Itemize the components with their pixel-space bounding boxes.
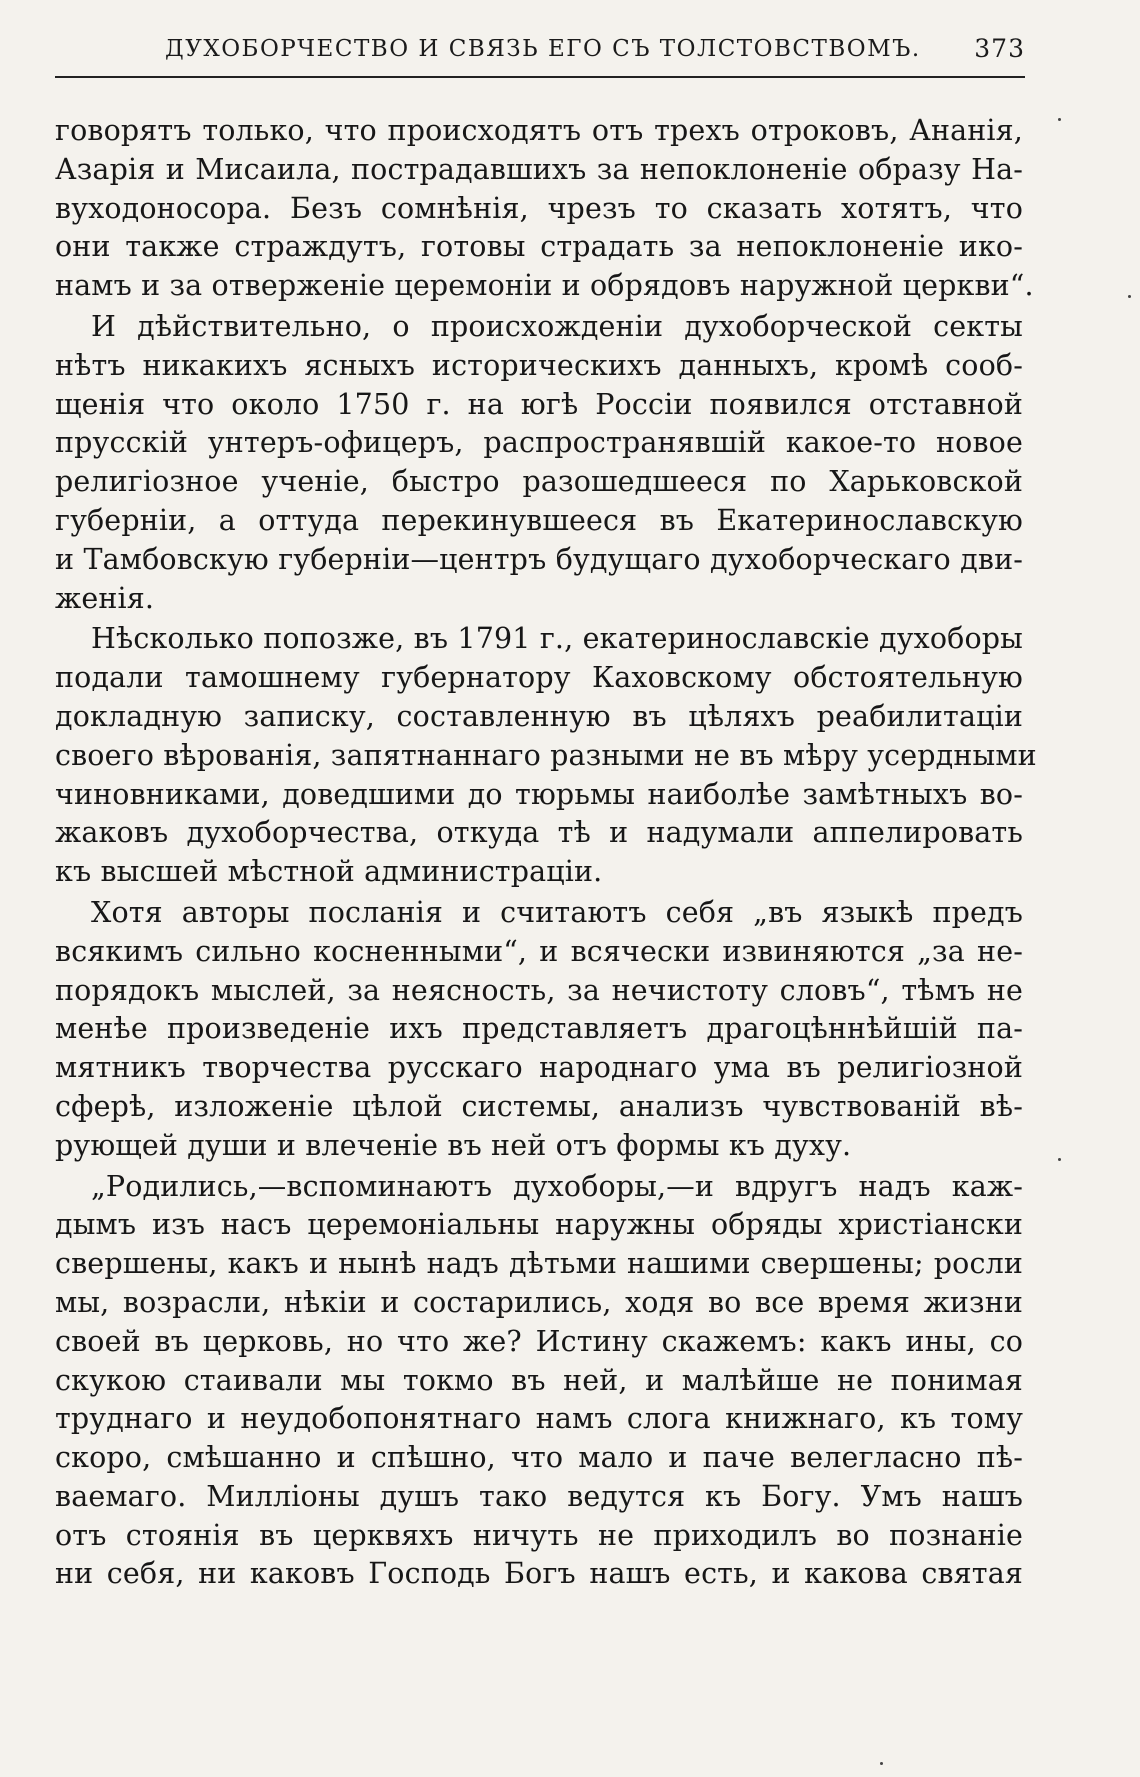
text-line: нѣтъ никакихъ ясныхъ историческихъ данныхъ, кромѣ сооб- [55, 348, 1023, 382]
text-line: отъ стоянія въ церквяхъ ничуть не приходилъ во познаніе [55, 1518, 1023, 1552]
text-line: скукою стаивали мы токмо въ ней, и малѣйше не понимая [55, 1363, 1023, 1397]
text-line: Хотя авторы посланія и считаютъ себя „въ языкѣ предъ [91, 895, 1023, 929]
text-line: менѣе произведеніе ихъ представляетъ драгоцѣннѣйшій па- [55, 1012, 1023, 1046]
running-title: ДУХОБОРЧЕСТВО И СВЯЗЬ ЕГО СЪ ТОЛСТОВСТВОМЪ. [165, 36, 921, 62]
text-line: Нѣсколько попозже, въ 1791 г., екатеринославскіе духоборы [91, 622, 1023, 656]
text-line: и Тамбовскую губерніи—центръ будущаго духоборческаго дви- [55, 542, 1023, 576]
text-line: порядокъ мыслей, за неясность, за нечистоту словъ“, тѣмъ не [55, 973, 1023, 1007]
text-line: своего вѣрованія, запятнаннаго разными не въ мѣру усердными [55, 738, 1037, 772]
text-line: къ высшей мѣстной администраціи. [55, 855, 603, 889]
print-speck [880, 1762, 883, 1765]
text-line: женія. [55, 581, 155, 615]
paragraph-2 [55, 308, 1023, 618]
text-line: жаковъ духоборчества, откуда тѣ и надумали аппелировать [55, 816, 1023, 850]
text-line: чиновниками, доведшими до тюрьмы наиболѣе замѣтныхъ во- [55, 777, 1023, 811]
text-line: ваемаго. Милліоны душъ тако ведутся къ Богу. Умъ нашъ [55, 1479, 1023, 1513]
paragraph-3 [55, 620, 1037, 892]
text-line: „Родились,—вспоминаютъ духоборы,—и вдругъ надъ каж- [91, 1169, 1023, 1203]
text-line: свершены, какъ и нынѣ надъ дѣтьми нашими свершены; росли [55, 1247, 1023, 1281]
text-line: мы, возрасли, нѣкіи и состарились, ходя во все время жизни [55, 1285, 1023, 1319]
text-line: мятникъ творчества русскаго народнаго ума въ религіозной [55, 1051, 1023, 1085]
print-speck [1128, 295, 1131, 298]
text-line: скоро, смѣшанно и спѣшно, что мало и паче велегласно пѣ- [55, 1441, 1023, 1475]
text-line: религіозное ученіе, быстро разошедшееся по Харьковской [55, 465, 1023, 499]
text-line: своей въ церковь, но что же? Истину скажемъ: какъ ины, со [55, 1324, 1023, 1358]
text-line: сферѣ, изложеніе цѣлой системы, анализъ чувствованій вѣ- [55, 1089, 1023, 1123]
header-rule [55, 76, 1025, 78]
text-line: намъ и за отверженіе церемоніи и обрядовъ наружной церкви“. [55, 269, 1034, 303]
paragraph-1 [55, 112, 1034, 306]
paragraph-5 [55, 1168, 1023, 1595]
text-line: труднаго и неудобопонятнаго намъ слога книжнаго, къ тому [55, 1402, 1023, 1436]
print-speck [1058, 1158, 1061, 1161]
running-header [55, 28, 1025, 68]
text-line: говорятъ только, что происходятъ отъ трехъ отроковъ, Ананія, [55, 114, 1023, 147]
text-line: рующей души и влеченіе въ ней отъ формы къ духу. [55, 1128, 852, 1162]
page-number: 373 [974, 34, 1025, 63]
text-line: ни себя, ни каковъ Господь Богъ нашъ есть, и какова святая [55, 1557, 1023, 1591]
text-line: докладную записку, составленную въ цѣляхъ реабилитаціи [55, 699, 1023, 733]
paragraph-4 [55, 894, 1023, 1166]
text-line: Азарія и Мисаила, пострадавшихъ за непоклоненіе образу На- [55, 152, 1023, 186]
text-line: вуходоносора. Безъ сомнѣнія, чрезъ то сказать хотятъ, что [55, 191, 1023, 225]
text-line: подали тамошнему губернатору Каховскому обстоятельную [55, 661, 1023, 695]
text-line: прусскій унтеръ-офицеръ, распространявшій какое-то новое [55, 426, 1023, 460]
body-text [55, 112, 1037, 1594]
text-line: всякимъ сильно косненными“, и всячески извиняются „за не- [55, 934, 1023, 968]
print-speck [1058, 118, 1061, 121]
text-line: щенія что около 1750 г. на югѣ Россіи появился отставной [55, 387, 1023, 421]
text-line: губерніи, а оттуда перекинувшееся въ Екатеринославскую [55, 503, 1023, 537]
text-line: они также страждутъ, готовы страдать за непоклоненіе ико- [55, 230, 1023, 264]
text-line: дымъ изъ насъ церемоніальны наружны обряды христіански [55, 1208, 1023, 1242]
text-line: И дѣйствительно, о происхожденіи духоборческой секты [91, 309, 1023, 343]
